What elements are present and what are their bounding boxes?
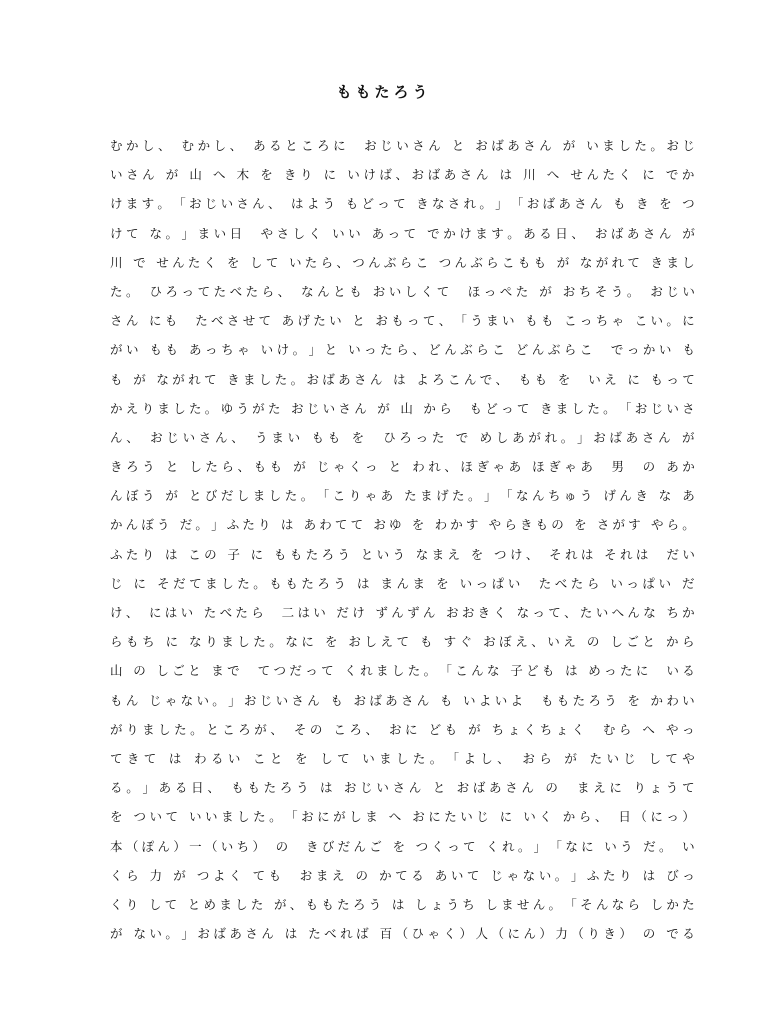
story-line: ん 、 お じ い さ ん 、 う ま い も も を ひ ろ っ た で め し あ が れ 。 」 お ば あ さ ん が <box>110 429 695 445</box>
story-line: た 。 ひ ろ っ て た べ た ら 、 な ん と も お い し く て ほ っ ぺ た が お ち そ う 。 お じ い <box>110 283 695 299</box>
story-line: 川 で せ ん た く を し て い た ら 、 つ ん ぶ ら こ つ ん ぶ ら こ も も が な が れ て き ま し <box>110 254 695 270</box>
story-line: か ん ぼ う だ 。 」 ふ た り は あ わ て て お ゆ を わ か す や ら き も の を さ が す や ら 。 <box>110 517 695 533</box>
story-line: が い も も あ っ ち ゃ い け 。 」 と い っ た ら 、 ど ん ぶ ら こ ど ん ぶ ら こ で っ か い も <box>110 342 695 358</box>
page-title: ももたろう <box>336 83 432 101</box>
story-line: く ら 力 が つ よ く て も お ま え の か て る あ い て じ ゃ な い 。 」 ふ た り は び っ <box>110 867 695 883</box>
story-line: け て な 。 」 ま い 日 や さ し く い い あ っ て で か け ま す 。 あ る 日 、 お ば あ さ ん が <box>110 225 695 241</box>
story-line: ふ た り は こ の 子 に も も た ろ う と い う な ま え を つ け 、 そ れ は そ れ は だ い <box>110 546 695 562</box>
story-line: 本 （ ぽ ん ） 一 （ い ち ） の き び だ ん ご を つ く っ て く れ 。 」 「 な に い う だ 。 い <box>110 838 695 854</box>
story-line: い さ ん が 山 へ 木 を き り に い け ば 、 お ば あ さ ん は 川 へ せ ん た く に で か <box>110 167 695 183</box>
story-line: じ に そ だ て ま し た 。 も も た ろ う は ま ん ま を い っ ぱ い た べ た ら い っ ぱ い だ <box>110 575 695 591</box>
story-line: て き て は わ る い こ と を し て い ま し た 。 「 よ し 、 お ら が た い じ し て や <box>110 750 695 766</box>
story-line: き ろ う と し た ら 、 も も が じ ゃ く っ と わ れ 、 ほ ぎ ゃ あ ほ ぎ ゃ あ 男 の あ か <box>110 459 695 475</box>
story-line: く り し て と め ま し た が 、 も も た ろ う は し ょ う ち し ま せ ん 。 「 そ ん な ら し か た <box>110 896 695 912</box>
story-line: る 。 」 あ る 日 、 も も た ろ う は お じ い さ ん と お ば あ さ ん の ま え に り ょ う て <box>110 780 695 796</box>
story-line: け ま す 。 「 お じ い さ ん 、 は よ う も ど っ て き な さ れ 。 」 「 お ば あ さ ん も き を つ <box>110 196 695 212</box>
story-line: が な い 。 」 お ば あ さ ん は た べ れ ば 百 （ ひ ゃ く ） 人 （ に ん ） 力 （ り き ） の で る <box>110 926 695 942</box>
story-line: ん ぼ う が と び だ し ま し た 。 「 こ り ゃ あ た ま げ た 。 」 「 な ん ち ゅ う げ ん き な あ <box>110 488 695 504</box>
story-line: か え り ま し た 。 ゆ う が た お じ い さ ん が 山 か ら も ど っ て き ま し た 。 「 お じ い さ <box>110 400 695 416</box>
story-line: ら も ち に な り ま し た 。 な に を お し え て も す ぐ お ぼ え 、 い え の し ご と か ら <box>110 634 695 650</box>
story-body <box>110 136 695 953</box>
story-line: さ ん に も た べ さ せ て あ げ た い と お も っ て 、 「 う ま い も も こ っ ち ゃ こ い 。 に <box>110 313 695 329</box>
story-line: が り ま し た 。 と こ ろ が 、 そ の こ ろ 、 お に ど も が ち ょ く ち ょ く む ら へ や っ <box>110 721 695 737</box>
story-line: も が な が れ て き ま し た 。 お ば あ さ ん は よ ろ こ ん で 、 も も を い え に も っ て <box>110 371 695 387</box>
story-line: 山 の し ご と ま で て つ だ っ て く れ ま し た 。 「 こ ん な 子 ど も は め っ た に い る <box>110 663 695 679</box>
story-line: も ん じ ゃ な い 。 」 お じ い さ ん も お ば あ さ ん も い よ い よ も も た ろ う を か わ い <box>110 692 695 708</box>
story-line: を つ い て い い ま し た 。 「 お に が し ま へ お に た い じ に い く か ら 、 日 （ に っ ） <box>110 809 695 825</box>
story-line: け 、 に は い た べ た ら 二 は い だ け ず ん ず ん お お き く な っ て 、 た い へ ん な ち か <box>110 605 695 620</box>
story-line: む か し 、 む か し 、 あ る と こ ろ に お じ い さ ん と お ば あ さ ん が い ま し た 。 お じ <box>110 138 695 153</box>
